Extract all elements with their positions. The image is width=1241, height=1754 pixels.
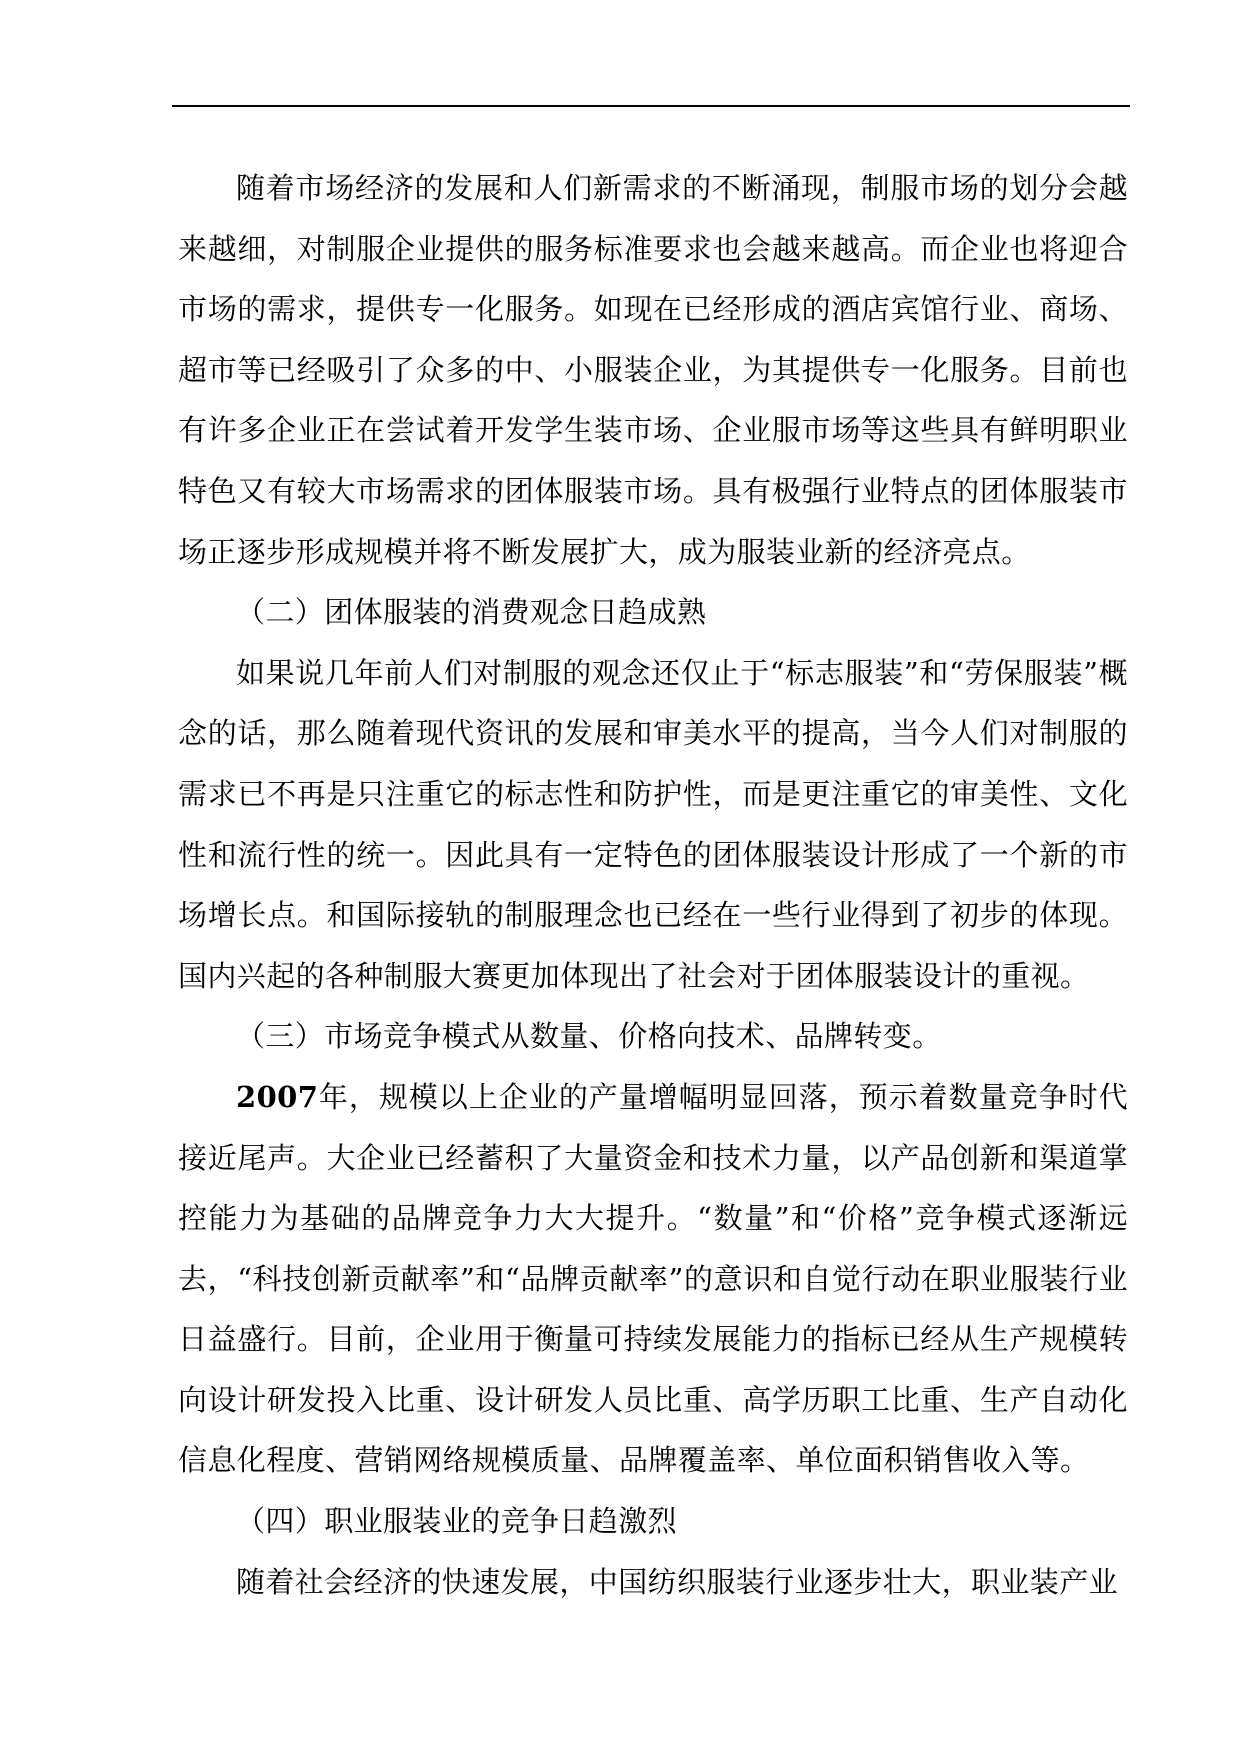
paragraph: 如果说几年前人们对制服的观念还仅止于“标志服装”和“劳保服装”概念的话，那么随着现代资讯的发展和审美水平的提高，当今人们对制服的需求已不再是只注重它的标志性和防护性，而是更注重它的审美性、文化性和流行性的统一。因此具有一定特色的团体服装设计形成了一个新的市场增长点。和国际接轨的制服理念也已经在一些行业得到了初步的体现。国内兴起的各种制服大赛更加体现出了社会对于团体服装设计的重视。 bbox=[178, 655, 1128, 993]
header-rule bbox=[172, 105, 1130, 107]
document-body bbox=[178, 158, 1128, 1612]
paragraph-text: 年，规模以上企业的产量增幅明显回落，预示着数量竞争时代接近尾声。大企业已经蓄积了大量资金和技术力量，以产品创新和渠道掌控能力为基础的品牌竞争力大大提升。“数量”和“价格”竞争模式逐渐远去，“科技创新贡献率”和“品牌贡献率”的意识和自觉行动在职业服装行业日益盛行。目前，企业用于衡量可持续发展能力的指标已经从生产规模转向设计研发投入比重、设计研发人员比重、高学历职工比重、生产自动化信息化程度、营销网络规模质量、品牌覆盖率、单位面积销售收入等。 bbox=[178, 1079, 1128, 1478]
section-heading: （二）团体服装的消费观念日趋成熟 bbox=[236, 595, 707, 630]
section-heading: （四）职业服装业的竞争日趋激烈 bbox=[236, 1504, 678, 1539]
section-heading: （三）市场竞争模式从数量、价格向技术、品牌转变。 bbox=[236, 1019, 942, 1054]
year-text: 2007 bbox=[236, 1079, 319, 1114]
paragraph bbox=[178, 1067, 1128, 1491]
paragraph: 随着社会经济的快速发展，中国纺织服装行业逐步壮大，职业装产业 bbox=[236, 1564, 1119, 1599]
paragraph: 随着市场经济的发展和人们新需求的不断涌现，制服市场的划分会越来越细，对制服企业提供的服务标准要求也会越来越高。而企业也将迎合市场的需求，提供专一化服务。如现在已经形成的酒店宾馆行业、商场、超市等已经吸引了众多的中、小服装企业，为其提供专一化服务。目前也有许多企业正在尝试着开发学生装市场、企业服市场等这些具有鲜明职业特色又有较大市场需求的团体服装市场。具有极强行业特点的团体服装市场正逐步形成规模并将不断发展扩大，成为服装业新的经济亮点。 bbox=[178, 171, 1128, 569]
